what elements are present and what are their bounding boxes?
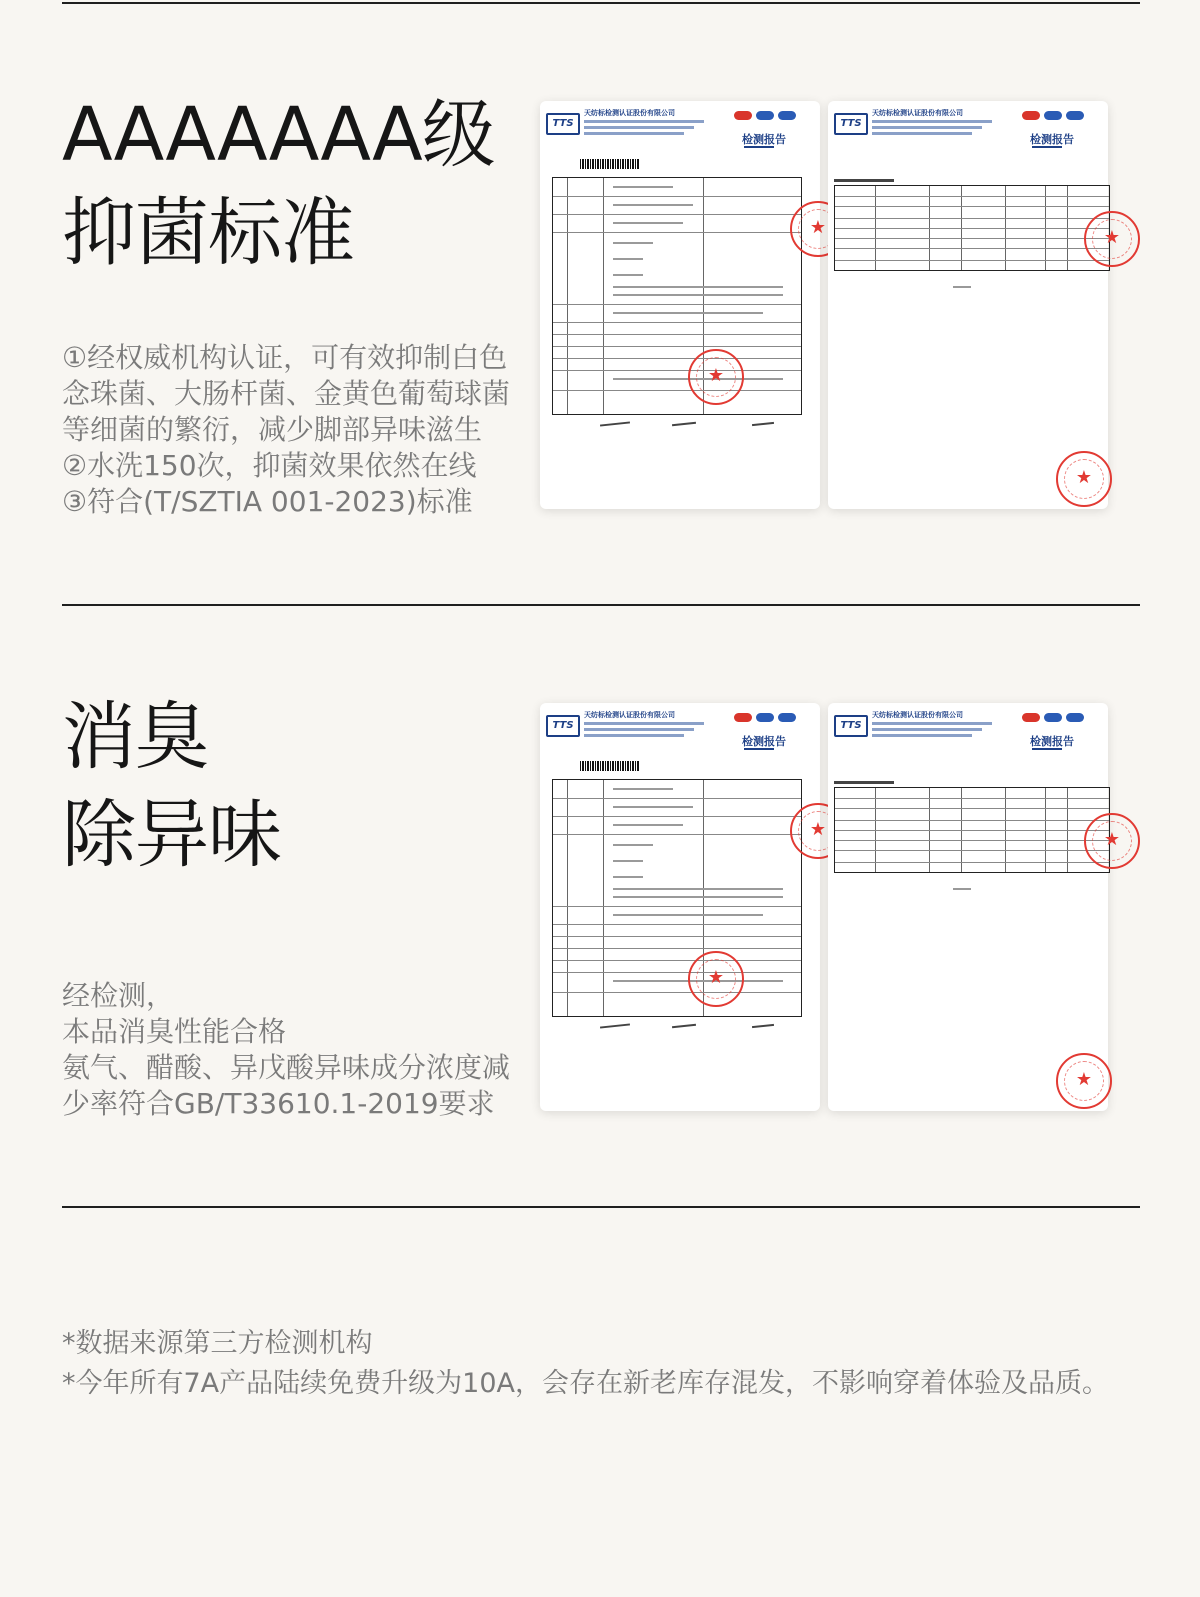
- report-title: 检测报告: [742, 735, 786, 748]
- test-report-page-2: [828, 703, 1121, 1111]
- description-line: ①经权威机构认证，可有效抑制白色: [62, 341, 508, 374]
- star-icon: ★: [1075, 1069, 1093, 1090]
- description-line: ②水洗150次，抑菌效果依然在线: [62, 449, 477, 482]
- results-table: [834, 787, 1110, 873]
- top-divider: [62, 2, 1140, 4]
- description-line: 本品消臭性能合格: [62, 1015, 287, 1048]
- report-org-name: 天纺标检测认证股份有限公司: [872, 711, 963, 719]
- footer-notes: [62, 1324, 1109, 1404]
- report-org-name: 天纺标检测认证股份有限公司: [584, 711, 675, 719]
- signature: [600, 421, 630, 426]
- deodorize-heading-line-2: 除异味: [62, 792, 281, 878]
- star-icon: ★: [1103, 227, 1121, 248]
- signature: [600, 1023, 630, 1028]
- deodorize-heading: [62, 688, 281, 884]
- official-seal: [1056, 1053, 1112, 1109]
- description-line: 氨气、醋酸、异戊酸异味成分浓度减: [62, 1051, 511, 1084]
- deodorize-description: [62, 978, 510, 1122]
- footer-note: *数据来源第三方检测机构: [62, 1328, 373, 1359]
- report-header: [546, 711, 814, 757]
- antibacterial-heading-line-1: AAAAAAA级: [62, 92, 495, 178]
- star-icon: ★: [1103, 829, 1121, 850]
- tts-logo: TTS: [834, 113, 868, 135]
- description-line: ③符合(T/SZTIA 001-2023)标准: [62, 485, 473, 518]
- official-seal: [688, 951, 744, 1007]
- section-divider: [62, 604, 1140, 606]
- accreditation-marks-icon: [734, 713, 804, 723]
- star-icon: ★: [707, 967, 725, 988]
- signature: [752, 422, 774, 426]
- official-seal: [1056, 451, 1112, 507]
- barcode-icon: [580, 761, 640, 771]
- report-header: [834, 109, 1102, 155]
- results-table: [834, 185, 1110, 271]
- report-table: [552, 177, 802, 415]
- report-org-name: 天纺标检测认证股份有限公司: [872, 109, 963, 117]
- description-line: 念珠菌、大肠杆菌、金黄色葡萄球菌: [62, 377, 511, 410]
- test-report-page-1: [540, 101, 827, 509]
- footer-divider: [62, 1206, 1140, 1208]
- accreditation-marks-icon: [734, 111, 804, 121]
- star-icon: ★: [809, 217, 827, 238]
- antibacterial-heading: [62, 86, 495, 282]
- barcode-icon: [580, 159, 640, 169]
- test-report-page-1: [540, 703, 827, 1111]
- report-title: 检测报告: [1030, 735, 1074, 748]
- star-icon: ★: [1075, 467, 1093, 488]
- description-line: 少率符合GB/T33610.1-2019要求: [62, 1087, 495, 1120]
- report-title: 检测报告: [1030, 133, 1074, 146]
- tts-logo: TTS: [834, 715, 868, 737]
- star-icon: ★: [707, 365, 725, 386]
- star-icon: ★: [809, 819, 827, 840]
- tts-logo: TTS: [546, 113, 580, 135]
- official-seal: [688, 349, 744, 405]
- antibacterial-heading-line-2: 抑菌标准: [62, 190, 354, 276]
- tts-logo: TTS: [546, 715, 580, 737]
- antibacterial-description: [62, 340, 510, 520]
- footer-note: *今年所有7A产品陆续免费升级为10A，会存在新老库存混发，不影响穿着体验及品质。: [62, 1368, 1109, 1399]
- signature: [752, 1024, 774, 1028]
- test-report-page-2: [828, 101, 1121, 509]
- report-header: [546, 109, 814, 155]
- report-org-name: 天纺标检测认证股份有限公司: [584, 109, 675, 117]
- official-seal: [1084, 211, 1140, 267]
- description-line: 等细菌的繁衍，减少脚部异味滋生: [62, 413, 483, 446]
- deodorize-heading-line-1: 消臭: [62, 694, 208, 780]
- report-title: 检测报告: [742, 133, 786, 146]
- signature: [672, 422, 696, 426]
- report-header: [834, 711, 1102, 757]
- accreditation-marks-icon: [1022, 111, 1092, 121]
- signature: [672, 1024, 696, 1028]
- description-line: 经检测，: [62, 979, 175, 1012]
- report-table: [552, 779, 802, 1017]
- accreditation-marks-icon: [1022, 713, 1092, 723]
- official-seal: [1084, 813, 1140, 869]
